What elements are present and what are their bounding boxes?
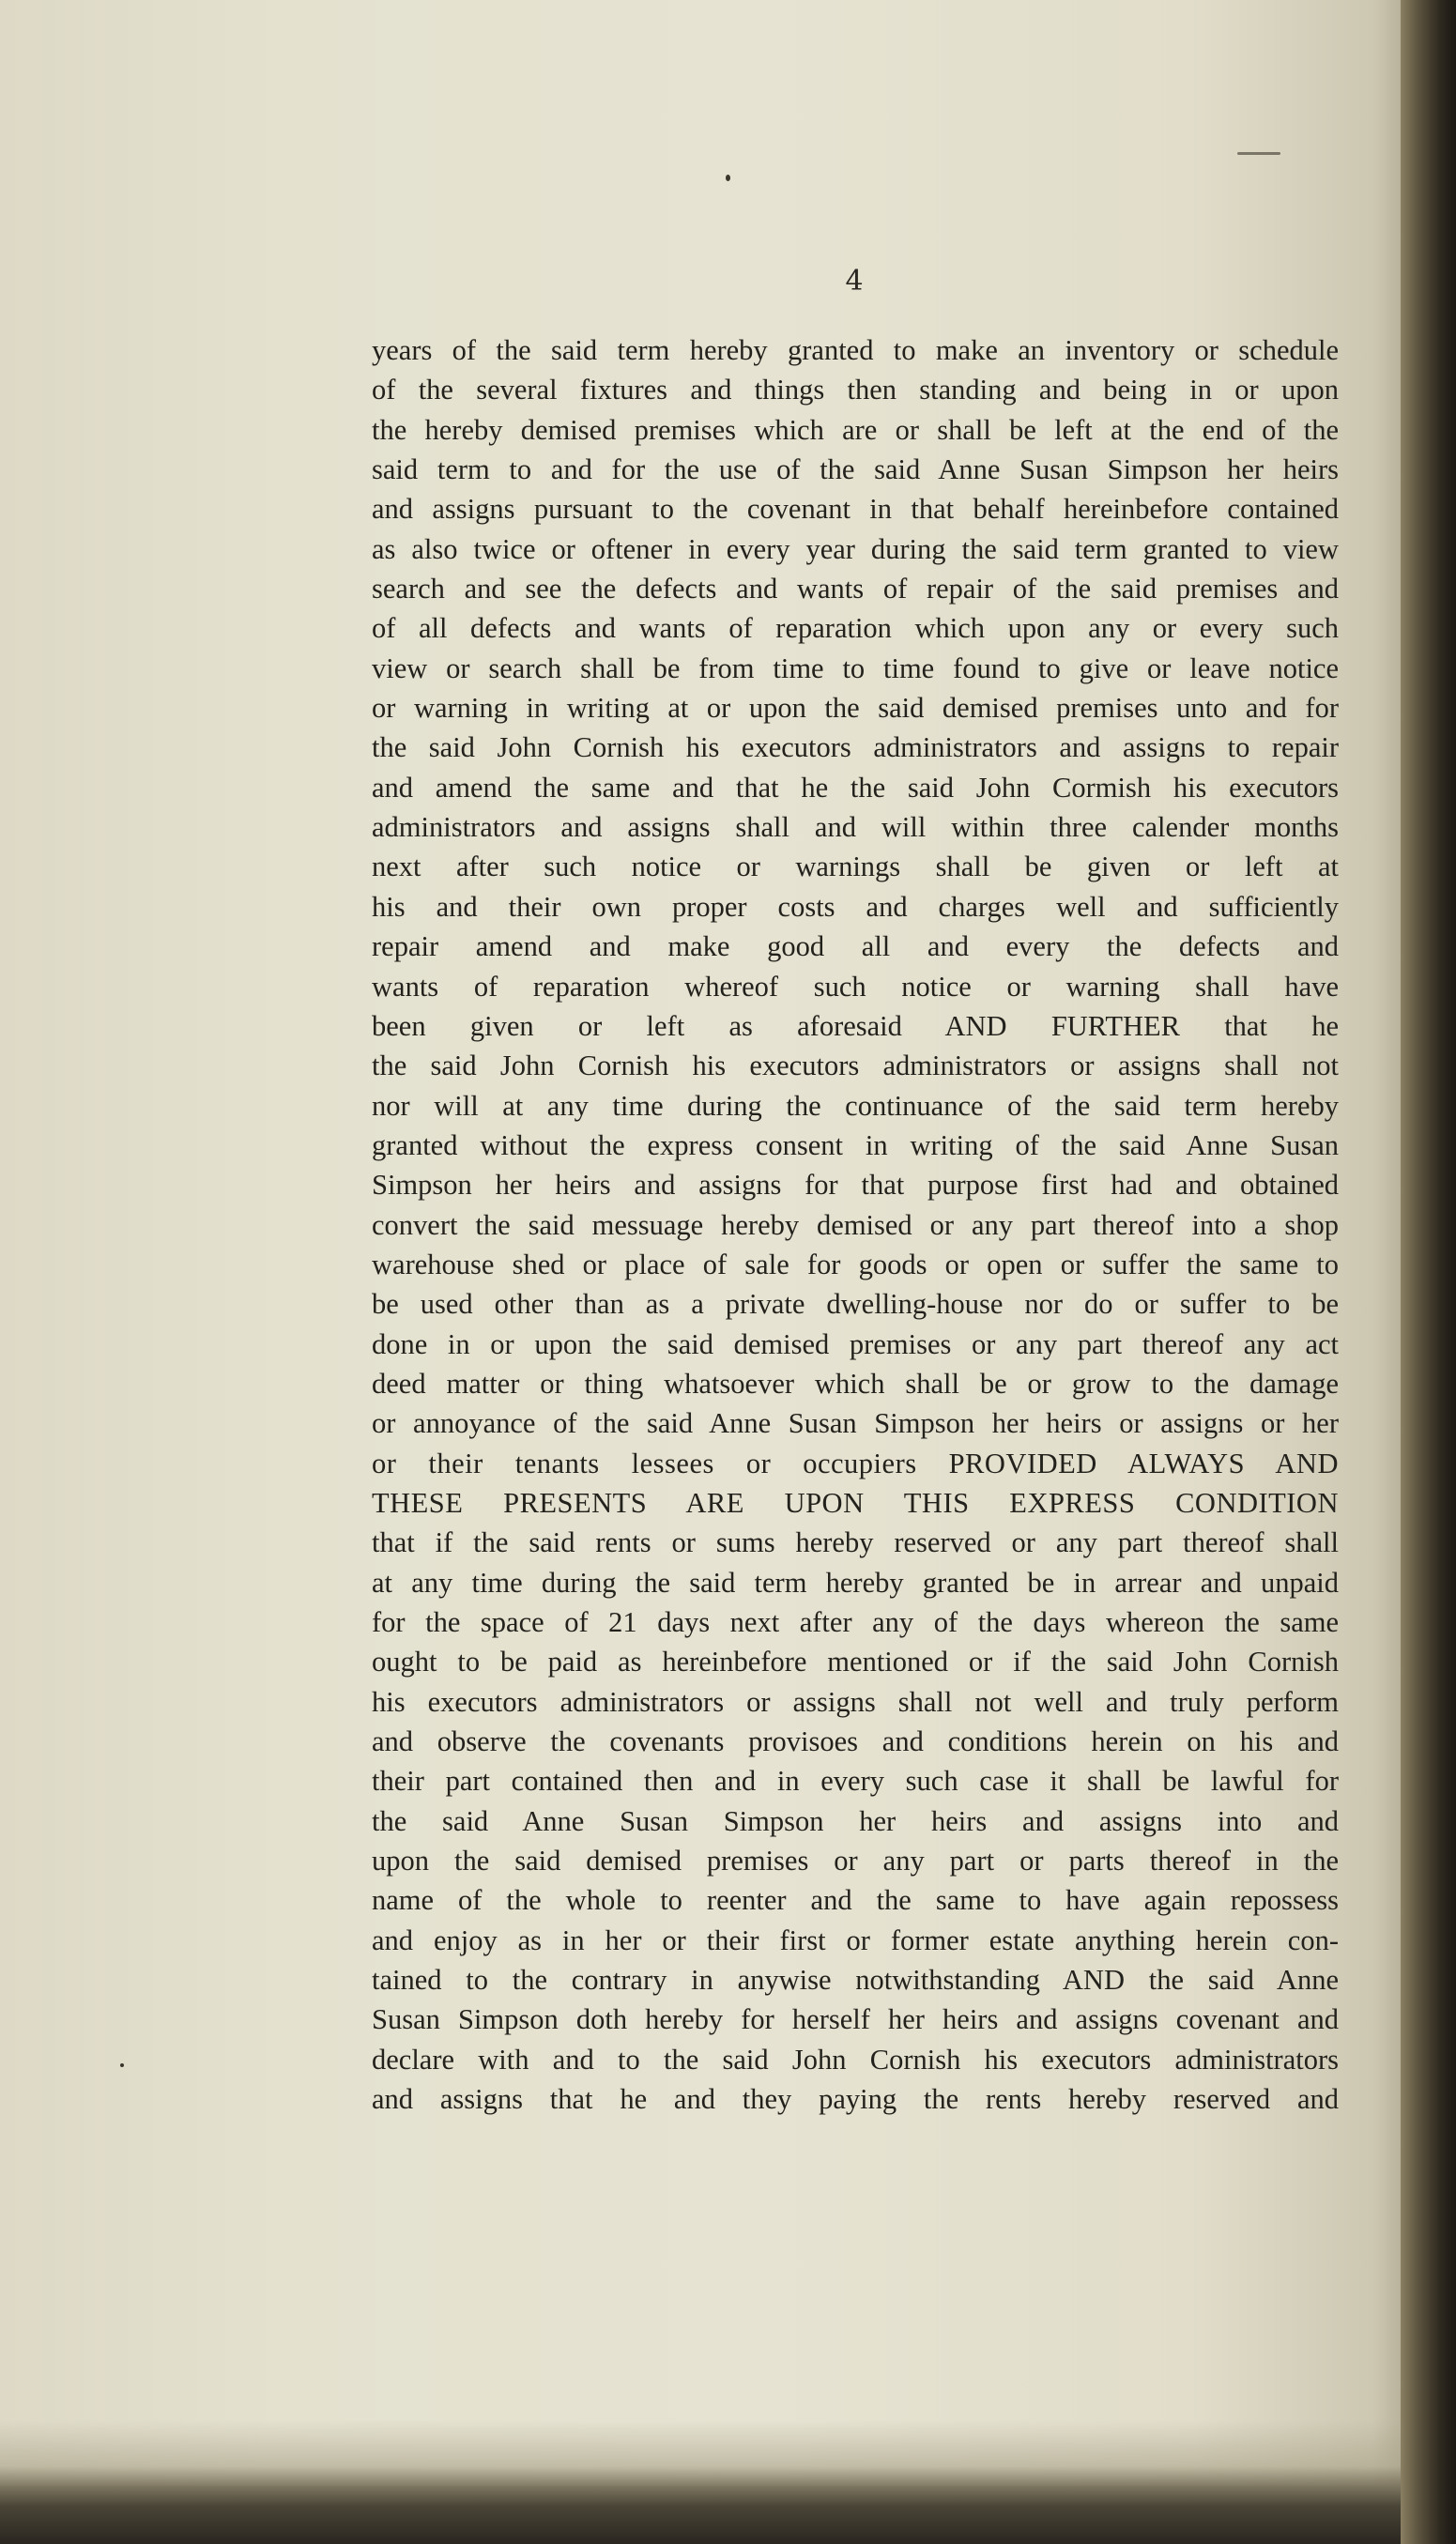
text-line: Susan Simpson doth hereby for herself her heirs and assigns covenant and [372, 2003, 1339, 2036]
text-line: nor will at any time during the continuance of the said term hereby [372, 1089, 1339, 1122]
text-line: and assigns that he and they paying the rents hereby reserved and [372, 2083, 1339, 2116]
text-line: convert the said messuage hereby demised or any part thereof into a shop [372, 1208, 1339, 1241]
text-line: warehouse shed or place of sale for goods or open or suffer the same to [372, 1248, 1339, 1280]
text-line: view or search shall be from time to time found to give or leave notice [372, 651, 1339, 684]
text-line: said term to and for the use of the said Anne Susan Simpson her heirs [372, 453, 1339, 486]
text-line: at any time during the said term hereby granted be in arrear and unpaid [372, 1566, 1339, 1599]
text-line: wants of reparation whereof such notice or warning shall have [372, 970, 1339, 1003]
text-line: that if the said rents or sums hereby reserved or any part thereof shall [372, 1526, 1339, 1559]
text-line: years of the said term hereby granted to make an inventory or schedule [372, 334, 1339, 366]
text-line: the said Anne Susan Simpson her heirs and assigns into and [372, 1804, 1339, 1837]
text-line: their part contained then and in every such case it shall be lawful for [372, 1765, 1339, 1798]
text-line: Simpson her heirs and assigns for that purpose first had and obtained [372, 1169, 1339, 1202]
text-line: of the several fixtures and things then standing and being in or upon [372, 374, 1339, 406]
text-line: for the space of 21 days next after any of the days whereon the same [372, 1606, 1339, 1638]
text-line: granted without the express consent in writing of the said Anne Susan [372, 1128, 1339, 1161]
text-line: the said John Cornish his executors administrators or assigns shall not [372, 1050, 1339, 1082]
page-bottom-edge [0, 2486, 1401, 2544]
text-line: declare with and to the said John Cornish his executors administrators [372, 2043, 1339, 2076]
text-line: tained to the contrary in anywise notwithstanding AND the said Anne [372, 1964, 1339, 1997]
text-line: and amend the same and that he the said John Cormish his executors [372, 771, 1339, 804]
text-line: deed matter or thing whatsoever which shall be or grow to the damage [372, 1367, 1339, 1400]
ink-speck [1237, 152, 1280, 155]
text-line: or annoyance of the said Anne Susan Simpson her heirs or assigns or her [372, 1407, 1339, 1440]
ink-speck [726, 175, 730, 181]
text-line: and enjoy as in her or their first or former estate anything herein con- [372, 1923, 1339, 1956]
ink-speck [120, 2063, 124, 2067]
document-body [372, 330, 1339, 2119]
text-line: search and see the defects and wants of repair of the said premises and [372, 573, 1339, 605]
text-line: as also twice or oftener in every year during the said term granted to view [372, 532, 1339, 565]
text-line: of all defects and wants of reparation which upon any or every such [372, 612, 1339, 645]
text-line: repair amend and make good all and every the defects and [372, 930, 1339, 963]
text-line: or warning in writing at or upon the said demised premises unto and for [372, 692, 1339, 725]
text-line: next after such notice or warnings shall be given or left at [372, 851, 1339, 883]
text-line: or their tenants lessees or occupiers PROVIDED ALWAYS AND [372, 1447, 1339, 1479]
text-line: name of the whole to reenter and the same to have again repossess [372, 1884, 1339, 1917]
text-line: been given or left as aforesaid AND FURTHER that he [372, 1009, 1339, 1042]
text-line: ought to be paid as hereinbefore mentioned or if the said John Cornish [372, 1646, 1339, 1678]
text-line: his executors administrators or assigns shall not well and truly perform [372, 1685, 1339, 1718]
text-line: his and their own proper costs and charges well and sufficiently [372, 890, 1339, 923]
text-line: and observe the covenants provisoes and conditions herein on his and [372, 1725, 1339, 1758]
text-line: THESE PRESENTS ARE UPON THIS EXPRESS CONDITION [372, 1486, 1339, 1519]
text-line: be used other than as a private dwelling-house nor do or suffer to be [372, 1288, 1339, 1321]
text-line: upon the said demised premises or any part or parts thereof in the [372, 1845, 1339, 1877]
text-line: administrators and assigns shall and will within three calender months [372, 811, 1339, 844]
text-line: the hereby demised premises which are or shall be left at the end of the [372, 413, 1339, 446]
text-line: done in or upon the said demised premises or any part thereof any act [372, 1327, 1339, 1360]
text-line: and assigns pursuant to the covenant in that behalf hereinbefore contained [372, 493, 1339, 526]
text-line: the said John Cornish his executors administrators and assigns to repair [372, 731, 1339, 764]
page-number: 4 [845, 265, 864, 298]
book-spine-edge [1401, 0, 1456, 2544]
